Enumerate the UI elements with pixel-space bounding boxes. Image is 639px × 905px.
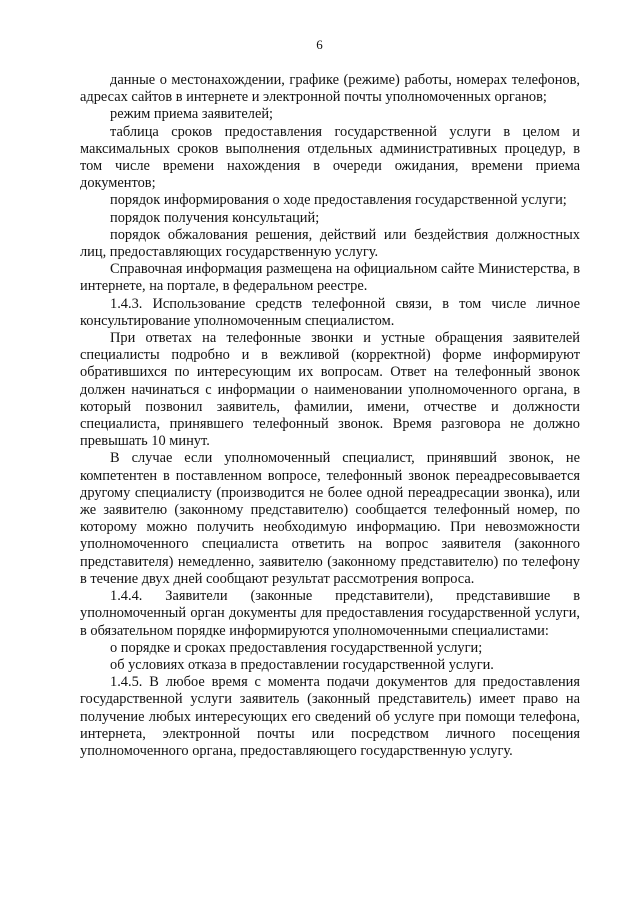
paragraph-1-4-4: 1.4.4. Заявители (законные представители), представившие в уполномоченный орган документы для предоставления государственной услуги, в обязательном порядке информируются уполномоченными специалистами: bbox=[80, 588, 580, 639]
document-body bbox=[80, 72, 580, 760]
paragraph-1-4-3: 1.4.3. Использование средств телефонной связи, в том числе личное консультирование уполномоченным специалистом. bbox=[80, 295, 580, 329]
paragraph-location-info: данные о местонахождении, графике (режиме) работы, номерах телефонов, адресах сайтов в интернете и электронной почты уполномоченных органов; bbox=[80, 72, 580, 106]
paragraph-informing-procedure: порядок информирования о ходе предоставления государственной услуги; bbox=[110, 192, 567, 209]
paragraph-deadlines-table: таблица сроков предоставления государственной услуги в целом и максимальных сроков выполнения отдельных административных процедур, в том числе времени нахождения в очереди ожидания, времени приема документов; bbox=[80, 123, 580, 192]
paragraph-reception-mode: режим приема заявителей; bbox=[110, 106, 274, 123]
paragraph-call-redirect: В случае если уполномоченный специалист, принявший звонок, не компетентен в поставленном вопросе, телефонный звонок переадресовывается другому специалисту (производится не более одной переадресации звонка), или же заявителю (законному представителю) сообщается телефонный номер, по которому можно получить необходимую информацию. При невозможности уполномоченного специалиста ответить на вопрос заявителя (законного представителя) немедленно, заявителю (законному представителю) по телефону в течение двух дней сообщают результат рассмотрения вопроса. bbox=[80, 450, 580, 587]
page-number: 6 bbox=[316, 37, 323, 52]
paragraph-appeal-procedure: порядок обжалования решения, действий или бездействия должностных лиц, предоставляющих государственную услугу. bbox=[80, 226, 580, 261]
paragraph-terms-procedure: о порядке и сроках предоставления государственной услуги; bbox=[110, 639, 483, 656]
paragraph-consultations: порядок получения консультаций; bbox=[110, 209, 320, 226]
paragraph-reference-info: Справочная информация размещена на официальном сайте Министерства, в интернете, на портале, в федеральном реестре. bbox=[80, 261, 580, 295]
paragraph-1-4-5: 1.4.5. В любое время с момента подачи документов для предоставления государственной услуги заявитель (законный представитель) имеет право на получение любых интересующих его сведений об услуге при помощи телефона, интернета, электронной почты или посредством личного посещения уполномоченного органа, предоставляющего государственную услугу. bbox=[80, 674, 580, 759]
paragraph-refusal-conditions: об условиях отказа в предоставлении государственной услуги. bbox=[110, 656, 494, 673]
paragraph-phone-answers: При ответах на телефонные звонки и устные обращения заявителей специалисты подробно и в вежливой (корректной) форме информируют обратившихся по интересующим их вопросам. Ответ на телефонный звонок должен начинаться с информации о наименовании уполномоченного органа, в который позвонил заявитель, фамилии, имени, отчестве и должности специалиста, принявшего телефонный звонок. Время разговора не должно превышать 10 минут. bbox=[80, 330, 580, 450]
